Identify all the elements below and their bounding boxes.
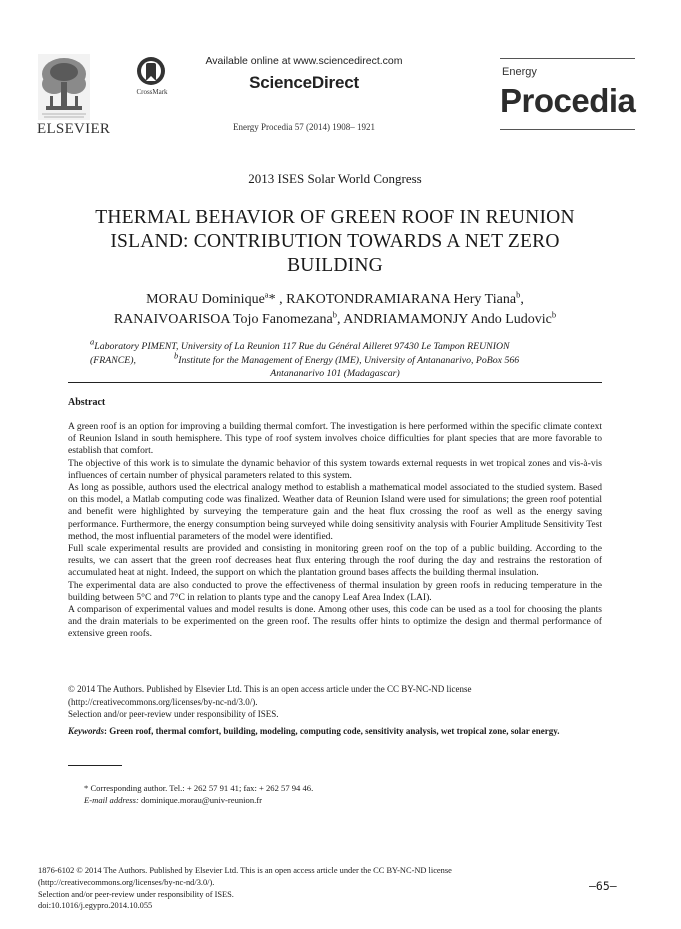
author-line: [60, 290, 610, 310]
abstract-paragraph: As long as possible, authors used the electrical analogy method to establish a mathematical model associated to the studied system. Based on this model, a Matlab computing code was finalized. Weather data of Reunion Island were used for simulations; the green roof potential and benefit were highlighted by surveying the temperature gain and the heat flux crossing the roof as well as the energy saving performance. Furthermore, the energy consumption being surveyed while doing sensitivity analysis with Fourier Amplitude Sensitivity Test method, the most influential parameters of the model were identified.: [68, 482, 602, 542]
affil-sup: a: [90, 336, 95, 347]
journal-reference: Energy Procedia 57 (2014) 1908– 1921: [232, 122, 376, 132]
copyright-line: Selection and/or peer-review under responsibility of ISES.: [68, 709, 279, 720]
abstract-body: [68, 421, 602, 641]
logo-top-rule: [500, 58, 635, 59]
header-divider: [68, 382, 602, 383]
license-link[interactable]: (http://creativecommons.org/licenses/by-nc-nd/3.0/).: [38, 877, 215, 887]
author-line: [60, 310, 610, 330]
logo-bottom-rule: [500, 129, 635, 130]
journal-logo-small: Energy: [502, 66, 537, 78]
abstract-paragraph: The objective of this work is to simulate the dynamic behavior of this system towards external requests in wet tropical zones and vis-à-vis influences of certain number of physical parameters related to this system.: [68, 457, 602, 481]
license-link[interactable]: (http://creativecommons.org/licenses/by-nc-nd/3.0/).: [68, 696, 258, 707]
crossmark-label: CrossMark: [136, 88, 168, 96]
author-name: RAKOTONDRAMIARANA Hery Tiana: [286, 292, 517, 307]
keywords-label: Keywords: [68, 726, 104, 736]
abstract-paragraph: A comparison of experimental values and model results is done. Among other uses, this code can be used as a tool for choosing the plants and the drain materials to be experimented on the green roof. The results offer hints to optimize the design and thermal performance of extensive green roofs.: [68, 604, 602, 640]
sciencedirect-logo-text: ScienceDirect: [249, 73, 359, 92]
review-line: Selection and/or peer-review under responsibility of ISES.: [38, 889, 234, 899]
keywords: [68, 726, 602, 737]
congress-name: 2013 ISES Solar World Congress: [248, 171, 422, 186]
doi-link[interactable]: doi:10.1016/j.egypro.2014.10.055: [38, 901, 153, 911]
author-list: [60, 290, 610, 330]
paper-title: [68, 206, 602, 278]
affil-sup: b: [173, 350, 179, 361]
author-affil-sup: b: [551, 309, 557, 320]
affil-country: (FRANCE),: [90, 354, 136, 366]
journal-logo-big: Procedia: [500, 82, 636, 119]
page-number: –65–: [589, 879, 617, 893]
author-affil-sup: a: [264, 289, 269, 300]
footnote-divider: [68, 765, 122, 766]
copyright-line: © 2014 The Authors. Published by Elsevier Ltd. This is an open access article under the CC BY-NC-ND license: [68, 684, 472, 694]
author-sep: ,: [336, 312, 344, 327]
author-name: MORAU Dominique: [146, 292, 265, 307]
affiliation-b: [90, 350, 580, 368]
publisher-name: ELSEVIER: [37, 121, 111, 137]
abstract-paragraph: A green roof is an option for improving a building thermal comfort. The investigation is here performed within the specific climate context of Reunion Island in south hemisphere. This type of roof system involves choice difficulties for plant species that are more favorable to establish that comfort.: [68, 421, 602, 457]
author-name: RANAIVOARISOA Tojo Fanomezana: [113, 312, 333, 327]
footnote: [84, 783, 584, 807]
abstract-paragraph: Full scale experimental results are provided and consisting in monitoring green roof on the top of a public building. According to the results, we can assert that the green roof decreases heat flux entering through the roof during the day and restrains the restoration of accumulated heat at night. Indeed, the support on which the plantation ground bases affects the building thermal insulation.: [68, 543, 602, 579]
title-line: THERMAL BEHAVIOR OF GREEN ROOF IN REUNION: [95, 207, 575, 228]
affiliations: [90, 336, 580, 381]
affil-text: Laboratory PIMENT, University of La Reunion 117 Rue du Général Ailleret 97430 Le Tampon REUNION: [94, 341, 510, 352]
copyright-notice: [68, 683, 602, 721]
email-line: [84, 795, 584, 807]
issn-line: 1876-6102 © 2014 The Authors. Published by Elsevier Ltd. This is an open access article under the CC BY-NC-ND license: [38, 866, 452, 875]
affiliation-b-city: Antananarivo 101 (Madagascar): [270, 368, 400, 379]
title-line: ISLAND: CONTRIBUTION TOWARDS A NET ZERO: [110, 231, 560, 252]
email-label: E-mail address:: [84, 794, 139, 805]
title-line: BUILDING: [287, 255, 383, 276]
abstract-paragraph: The experimental data are also conducted to prove the effectiveness of thermal insulation by green roofs in reducing temperature in the building between 5°C and 7°C in relation to plants type and the canopy Leaf Area Index (LAI).: [68, 579, 602, 603]
corresponding-mark: *: [268, 292, 276, 307]
email-address[interactable]: dominique.morau@univ-reunion.fr: [138, 794, 263, 805]
abstract-heading: Abstract: [68, 397, 106, 408]
author-sep: ,: [275, 292, 287, 307]
author-name: ANDRIAMAMONJY Ando Ludovic: [343, 312, 552, 327]
author-sep: ,: [520, 292, 524, 307]
affiliation-a: [90, 336, 580, 354]
elsevier-tree-logo: [38, 54, 90, 120]
journal-logo: [500, 58, 635, 130]
available-online-text: Available online at www.sciencedirect.com: [205, 55, 403, 67]
bottom-license-note: [38, 865, 568, 912]
keywords-text: : Green roof, thermal comfort, building, modeling, computing code, sensitivity analysis, wet tropical zone, solar energy.: [104, 726, 560, 736]
corresponding-author: * Corresponding author. Tel.: + 262 57 91 41; fax: + 262 57 94 46.: [84, 783, 314, 793]
author-affil-sup: b: [332, 309, 337, 320]
author-affil-sup: b: [516, 289, 521, 300]
affil-text: Institute for the Management of Energy (IME), University of Antananarivo, PoBox 566: [178, 354, 520, 366]
